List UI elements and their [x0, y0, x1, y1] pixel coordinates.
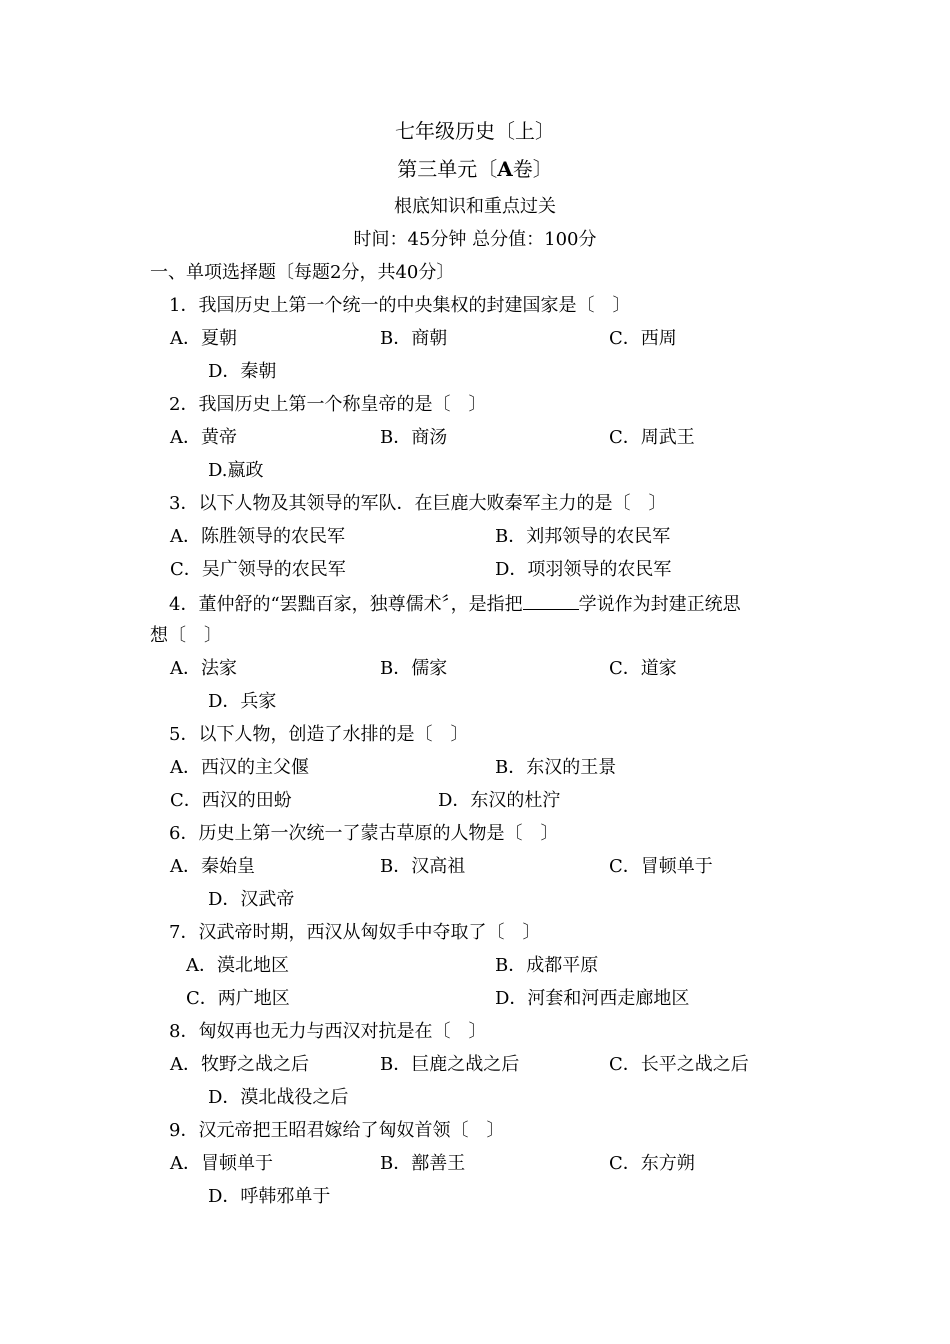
option: B．儒家 [380, 658, 448, 679]
question-stem-continuation: 想〔 〕 [150, 625, 222, 646]
option: C．西汉的田蚡 [170, 790, 292, 811]
option: B．汉高祖 [380, 856, 466, 877]
option: A．冒顿单于 [170, 1153, 273, 1174]
option: C．冒顿单于 [609, 856, 713, 877]
option: D．河套和河西走廊地区 [495, 988, 690, 1009]
question-stem [169, 591, 741, 617]
answer-blank [523, 591, 579, 610]
subtitle: 根底知识和重点过关 [394, 196, 556, 217]
option: C．西周 [609, 328, 677, 349]
unit-bold: A [497, 157, 513, 181]
option: B．东汉的王景 [495, 757, 617, 778]
option: C．吴广领导的农民军 [170, 559, 346, 580]
option: A．夏朝 [170, 328, 237, 349]
document-title: 七年级历史〔上〕 [395, 119, 555, 143]
option: B．刘邦领导的农民军 [495, 526, 671, 547]
stem-part: 学说作为封建正统思 [578, 594, 741, 615]
option: A．秦始皇 [170, 856, 255, 877]
exam-meta: 时间：45分钟 总分值：100分 [353, 229, 597, 250]
option: A．漠北地区 [186, 955, 289, 976]
option: D．项羽领导的农民军 [495, 559, 672, 580]
option: D．东汉的杜泞 [438, 790, 561, 811]
option: A．牧野之战之后 [170, 1054, 309, 1075]
question-stem: 1．我国历史上第一个统一的中央集权的封建国家是〔 〕 [169, 295, 631, 316]
question-stem: 2．我国历史上第一个称皇帝的是〔 〕 [169, 394, 487, 415]
option: B．商汤 [380, 427, 448, 448]
question-stem: 7．汉武帝时期，西汉从匈奴手中夺取了〔 〕 [169, 922, 541, 943]
option: B．鄯善王 [380, 1153, 466, 1174]
option: D.嬴政 [208, 460, 264, 481]
option: D．兵家 [208, 691, 277, 712]
question-stem: 8．匈奴再也无力与西汉对抗是在〔 〕 [169, 1021, 487, 1042]
question-stem: 9．汉元帝把王昭君嫁给了匈奴首领〔 〕 [169, 1120, 505, 1141]
option: B．成都平原 [495, 955, 599, 976]
question-stem: 3．以下人物及其领导的军队．在巨鹿大败秦军主力的是〔 〕 [169, 493, 667, 514]
question-stem: 6．历史上第一次统一了蒙古草原的人物是〔 〕 [169, 823, 559, 844]
option: C．周武王 [609, 427, 695, 448]
option: D．呼韩邪单于 [208, 1186, 331, 1207]
section-heading: 一、单项选择题〔每题2分，共40分〕 [150, 262, 455, 283]
question-stem: 5．以下人物，创造了水排的是〔 〕 [169, 724, 469, 745]
option: B．商朝 [380, 328, 448, 349]
option: A．陈胜领导的农民军 [170, 526, 345, 547]
option: A．法家 [170, 658, 237, 679]
option: A．西汉的主父偃 [170, 757, 309, 778]
option: A．黄帝 [170, 427, 237, 448]
option: C．长平之战之后 [609, 1054, 749, 1075]
option: C．东方朔 [609, 1153, 695, 1174]
option: D．汉武帝 [208, 889, 295, 910]
option: C．两广地区 [186, 988, 290, 1009]
stem-part: 4．董仲舒的“罢黜百家，独尊儒术〞，是指把 [169, 594, 523, 615]
option: D．秦朝 [208, 361, 277, 382]
unit-suffix: 卷〕 [512, 157, 553, 181]
option: D．漠北战役之后 [208, 1087, 349, 1108]
unit-title [0, 157, 950, 181]
option: B．巨鹿之战之后 [380, 1054, 520, 1075]
unit-prefix: 第三单元〔 [397, 157, 498, 181]
option: C．道家 [609, 658, 677, 679]
